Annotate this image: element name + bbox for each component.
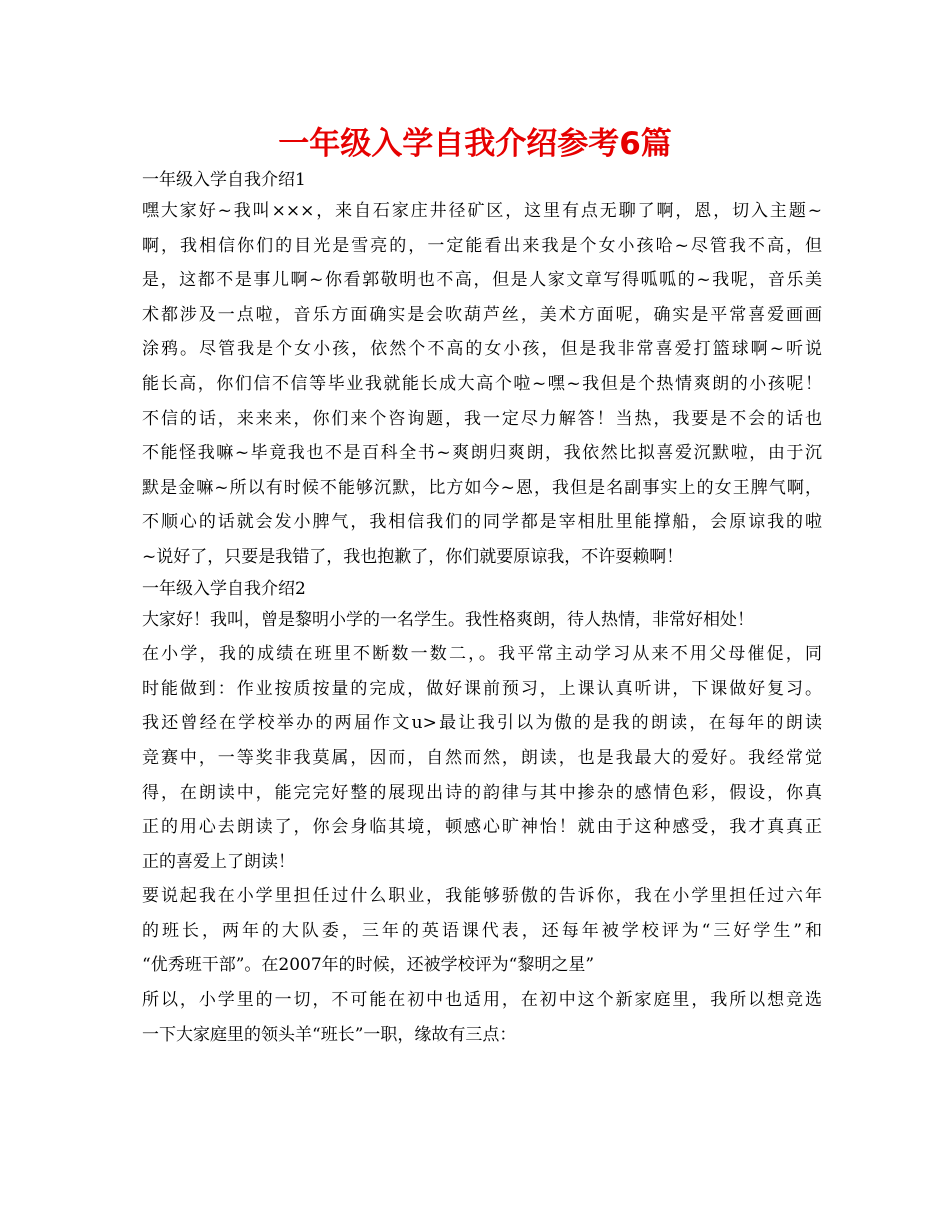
paragraph-line: 的班长，两年的大队委，三年的英语课代表，还每年被学校评为“三好学生”和 [142,920,822,941]
paragraph-line: ~说好了，只要是我错了，我也抱歉了，你们就要原谅我，不许耍赖啊！ [142,546,684,567]
paragraph-line: 要说起我在小学里担任过什么职业，我能够骄傲的告诉你，我在小学里担任过六年 [142,886,822,907]
paragraph-line: 能长高，你们信不信等毕业我就能长成大高个啦~嘿~我但是个热情爽朗的小孩呢！ [142,373,822,394]
paragraph-line: 是，这都不是事儿啊~你看郭敬明也不高，但是人家文章写得呱呱的~我呢，音乐美 [142,270,822,291]
section-heading: 一年级入学自我介绍2 [142,578,306,599]
paragraph-line: 得，在朗读中，能完完好整的展现出诗的韵律与其中掺杂的感情色彩，假设，你真 [142,782,822,803]
paragraph-line: 嘿大家好~我叫×××，来自石家庄井径矿区，这里有点无聊了啊，恩，切入主题~ [142,201,822,221]
paragraph-line: 在小学，我的成绩在班里不断数一数二，。我平常主动学习从来不用父母催促，同 [142,644,822,665]
paragraph-line: 正的喜爱上了朗读！ [142,851,295,872]
document-title: 一年级入学自我介绍参考6篇 [278,126,672,162]
paragraph-line: “优秀班干部”。在2007年的时候，还被学校评为“黎明之星” [142,955,595,976]
paragraph-line: 大家好！我叫，曾是黎明小学的一名学生。我性格爽朗，待人热情，非常好相处！ [142,609,754,630]
document-body [142,166,822,1052]
paragraph-line: 术都涉及一点啦，音乐方面确实是会吹葫芦丝，美术方面呢，确实是平常喜爱画画 [142,304,822,325]
paragraph-line: 一下大家庭里的领头羊“班长”一职，缘故有三点： [142,1024,517,1045]
paragraph-line: 所以，小学里的一切，不可能在初中也适用，在初中这个新家庭里，我所以想竞选 [142,990,822,1011]
paragraph-line: 不信的话，来来来，你们来个咨询题，我一定尽力解答！当热，我要是不会的话也 [142,408,822,429]
paragraph-line: 不顺心的话就会发小脾气，我相信我们的同学都是宰相肚里能撑船，会原谅我的啦 [142,512,822,533]
section-heading: 一年级入学自我介绍1 [142,170,306,190]
paragraph-line: 啊，我相信你们的目光是雪亮的，一定能看出来我是个女小孩哈~尽管我不高，但 [142,235,822,256]
paragraph-line: 我还曾经在学校举办的两届作文u>最让我引以为傲的是我的朗读，在每年的朗读 [142,713,822,734]
paragraph-line: 竞赛中，一等奖非我莫属，因而，自然而然，朗读，也是我最大的爱好。我经常觉 [142,747,822,768]
paragraph-line: 涂鸦。尽管我是个女小孩，依然个不高的女小孩，但是我非常喜爱打篮球啊~听说 [142,339,822,360]
paragraph-line: 默是金嘛~所以有时候不能够沉默，比方如今~恩，我但是名副事实上的女王脾气啊， [142,477,822,498]
paragraph-line: 不能怪我嘛~毕竟我也不是百科全书~爽朗归爽朗，我依然比拟喜爱沉默啦，由于沉 [142,443,822,464]
paragraph-line: 时能做到：作业按质按量的完成，做好课前预习，上课认真听讲，下课做好复习。 [142,678,822,699]
paragraph-line: 正的用心去朗读了，你会身临其境，顿感心旷神怡！就由于这种感受，我才真真正 [142,817,822,838]
